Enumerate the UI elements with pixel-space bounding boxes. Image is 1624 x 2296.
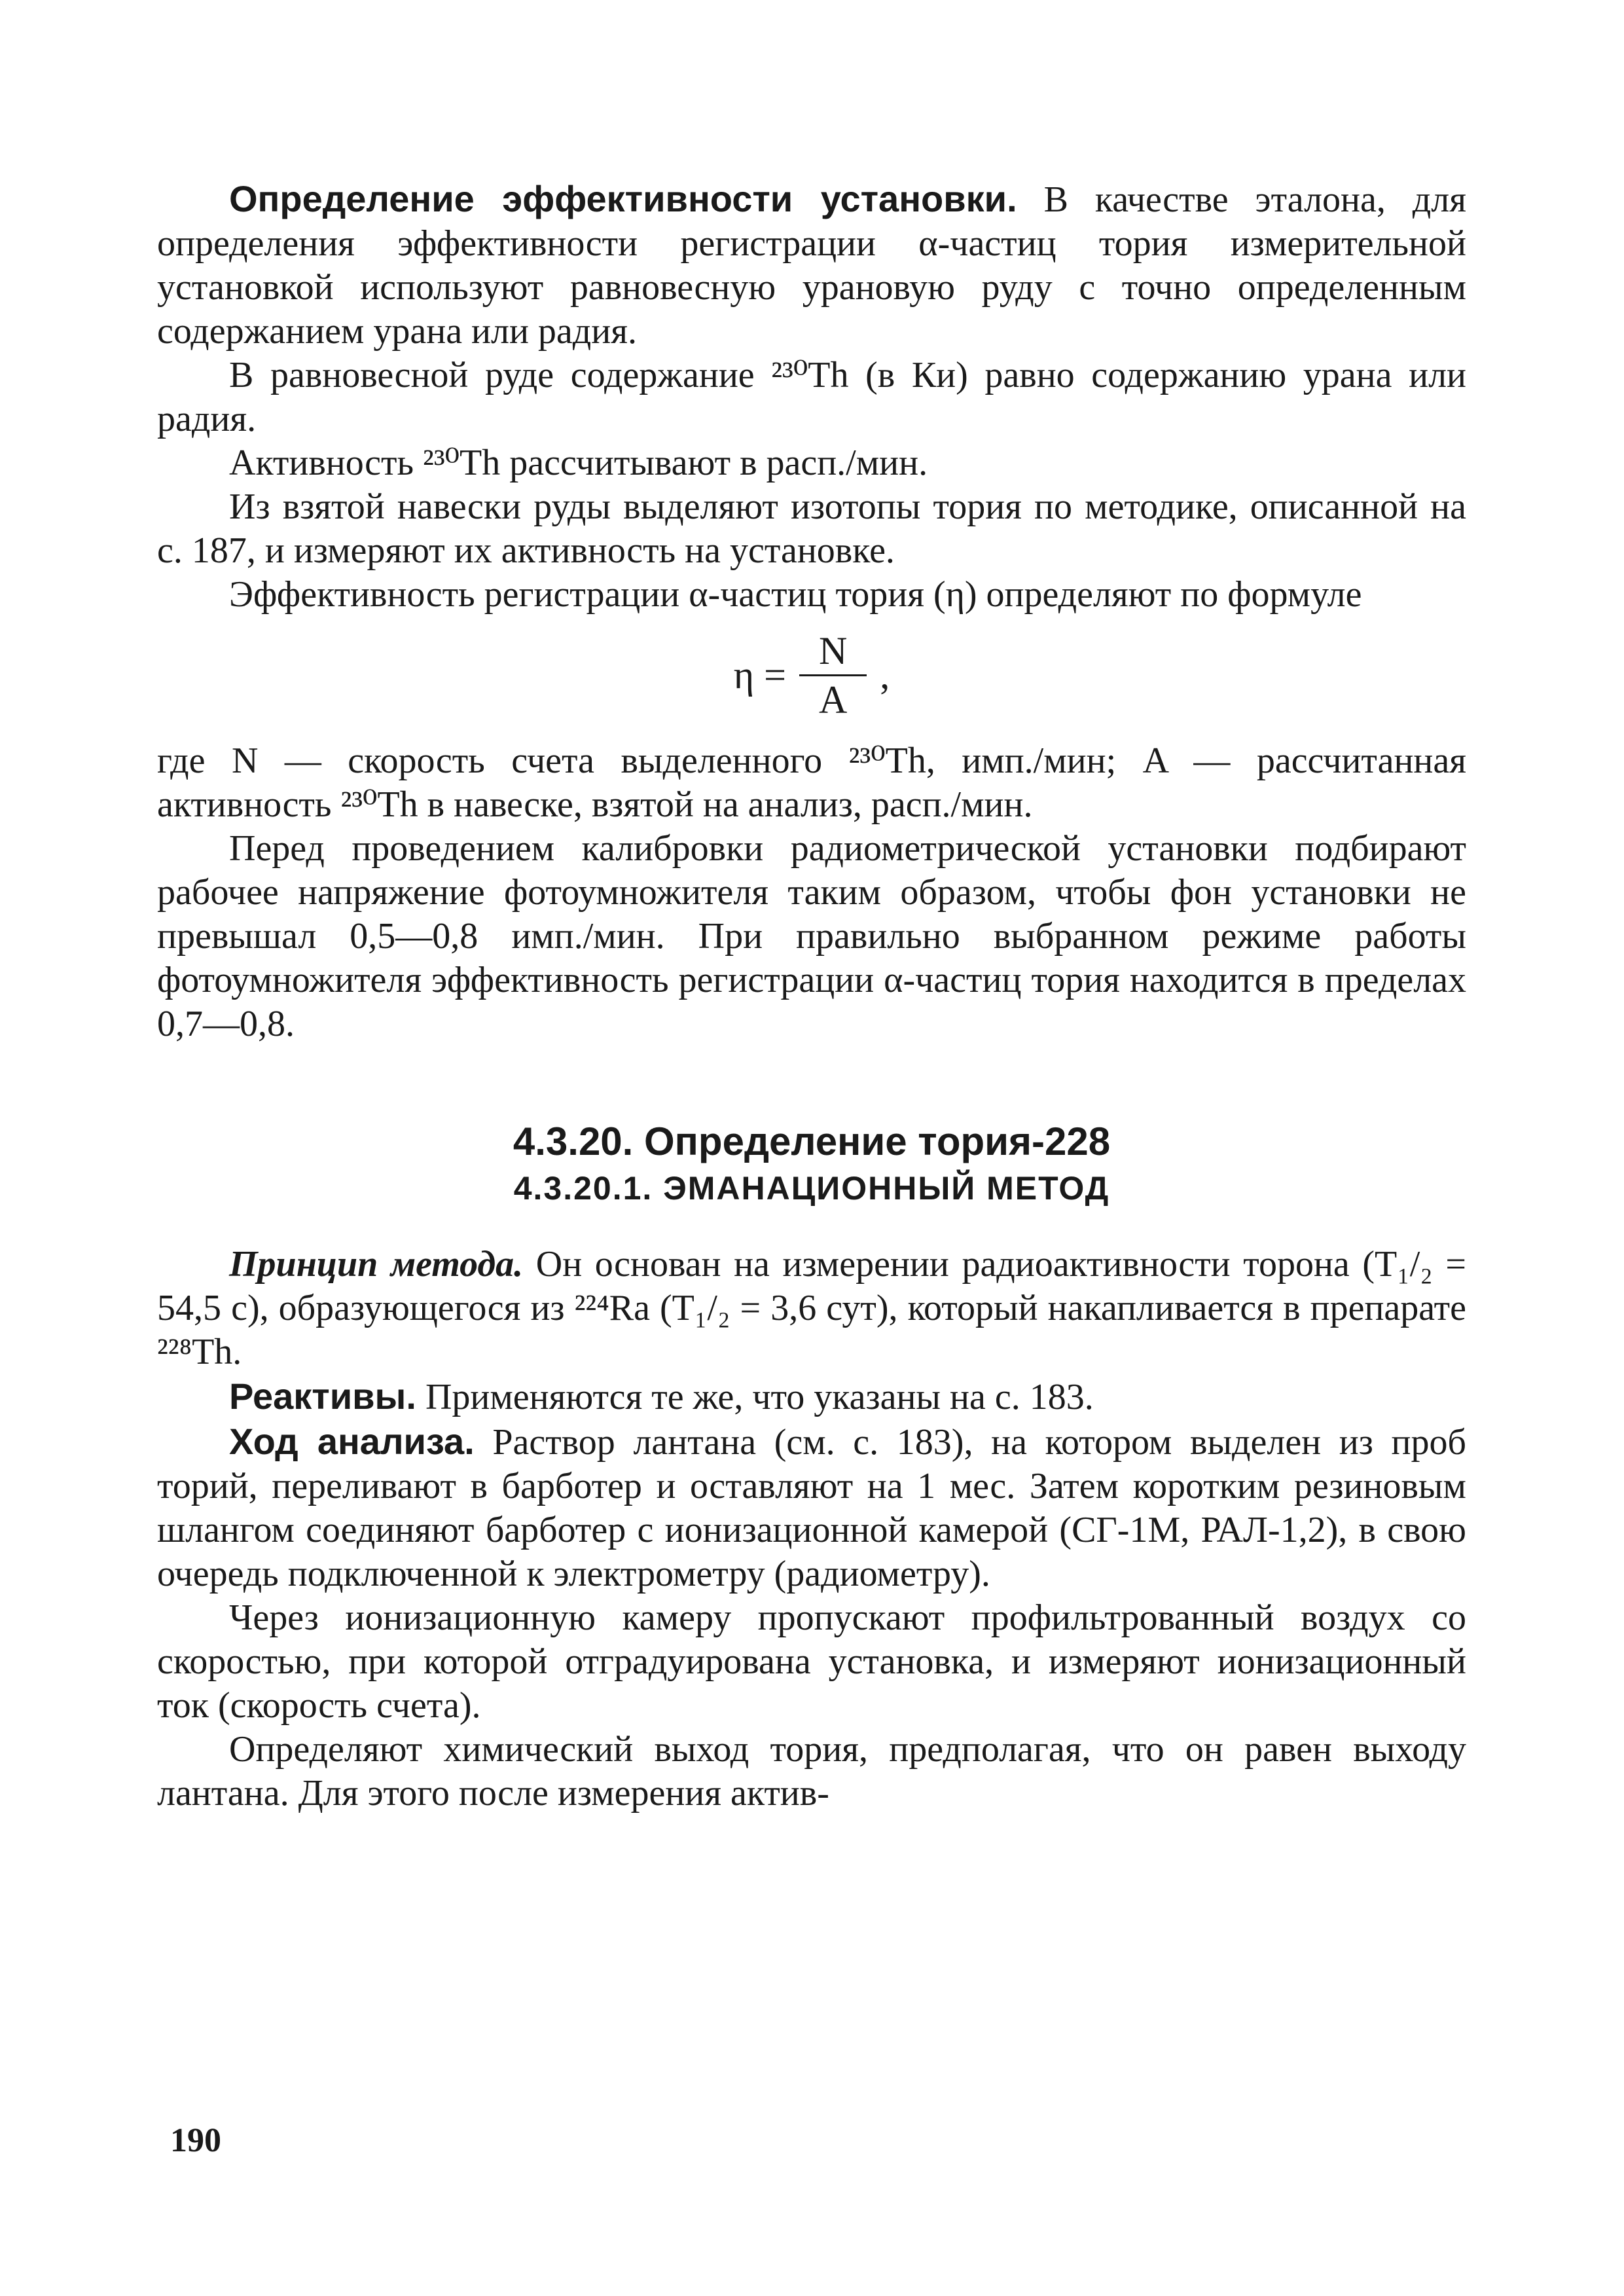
paragraph-text: В качестве эталона, для определения эффективности регистрации α-частиц тория измерительной установкой используют равновесную урановую руду с точно определенным содержанием урана или радия. xyxy=(157,179,1466,352)
paragraph-lead: Определение эффективности установки. xyxy=(229,178,1017,219)
formula-denominator: A xyxy=(818,678,848,721)
paragraph-analysis-procedure xyxy=(157,1419,1466,1596)
paragraph-text: Применяются те же, что указаны на с. 183. xyxy=(416,1377,1094,1417)
paragraph-lead: Ход анализа. xyxy=(229,1421,475,1462)
paragraph-activity: Активность ²³⁰Th рассчитывают в расп./мин. xyxy=(229,443,928,483)
paragraph-text: Он основан на измерении радиоактивности торона (T₁/₂ = 54,5 с), образующегося из ²²⁴Ra (T₁/₂ = 3,6 сут), который накапливается в препарате ²²⁸Th. xyxy=(157,1244,1466,1372)
efficiency-formula xyxy=(157,630,1466,721)
formula-trail: , xyxy=(880,653,890,697)
paragraph-reagents xyxy=(157,1374,1466,1419)
paragraph-equilibrium-ore: В равновесной руде содержание ²³⁰Th (в Ки) равно содержанию урана или радия. xyxy=(157,355,1466,439)
paragraph-efficiency-definition xyxy=(157,177,1466,354)
page-number: 190 xyxy=(170,2122,221,2159)
section-heading: 4.3.20. Определение тория-228 xyxy=(513,1120,1111,1163)
formula-numerator: N xyxy=(799,630,867,676)
document-page xyxy=(157,177,1466,1815)
formula-lhs: η = xyxy=(733,653,786,697)
paragraph-ionization-chamber: Через ионизационную камеру пропускают профильтрованный воздух со скоростью, при которой отградуирована установка, и измеряют ионизационный ток (скорость счета). xyxy=(157,1597,1466,1726)
paragraph-calibration: Перед проведением калибровки радиометрической установки подбирают рабочее напряжение фотоумножителя таким образом, чтобы фон установки не превышал 0,5—0,8 имп./мин. При правильно выбранном режиме работы фотоумножителя эффективность регистрации α-частиц тория находится в пределах 0,7—0,8. xyxy=(157,828,1466,1044)
paragraph-lead: Реактивы. xyxy=(229,1376,416,1417)
paragraph-method-principle xyxy=(157,1243,1466,1374)
paragraph-text: Раствор лантана (см. с. 183), на котором выделен из проб торий, переливают в барботер и оставляют на 1 мес. Затем коротким резиновым шлангом соединяют барботер с ионизационной камерой (СГ-1М, РАЛ-1,2), в свою очередь подключенной к электрометру (радиометру). xyxy=(157,1422,1466,1594)
paragraph-chemical-yield: Определяют химический выход тория, предполагая, что он равен выходу лантана. Для этого после измерения актив- xyxy=(157,1729,1466,1813)
paragraph-formula-intro: Эффективность регистрации α-частиц тория (η) определяют по формуле xyxy=(229,574,1362,615)
paragraph-lead: Принцип метода. xyxy=(229,1244,524,1285)
paragraph-formula-legend: где N — скорость счета выделенного ²³⁰Th, имп./мин; A — рассчитанная активность ²³⁰Th в навеске, взятой на анализ, расп./мин. xyxy=(157,740,1466,825)
subsection-heading: 4.3.20.1. ЭМАНАЦИОННЫЙ МЕТОД xyxy=(513,1170,1110,1207)
paragraph-isotope-extraction: Из взятой навески руды выделяют изотопы тория по методике, описанной на с. 187, и измеряют их активность на установке. xyxy=(157,486,1466,571)
formula-fraction xyxy=(799,630,867,721)
